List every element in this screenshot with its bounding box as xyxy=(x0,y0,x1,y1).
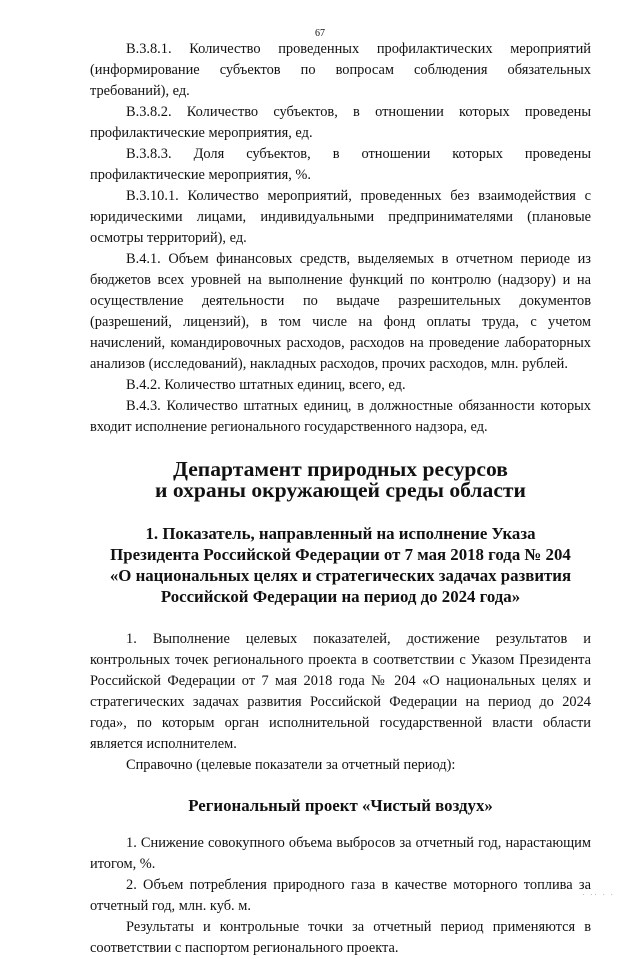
indicator-heading-line: «О национальных целях и стратегических задачах развития xyxy=(109,566,572,585)
spacer xyxy=(90,607,591,629)
paragraph-targets: 1. Выполнение целевых показателей, достижение результатов и контрольных точек регионального проекта в соответствии с Указом Президента Российской Федерации от 7 мая 2018 года № 204 «О национальных целях и стратегических задачах развития Российской Федерации на период до 2024 года», по которым орган исполнительной государственной власти области является исполнителем. xyxy=(90,631,591,752)
paragraph-reference: Справочно (целевые показатели за отчетный период): xyxy=(126,757,456,773)
project-heading: Региональный проект «Чистый воздух» xyxy=(188,796,493,815)
page-number: 67 xyxy=(315,28,325,39)
spacer xyxy=(90,501,591,523)
scan-artifact: · ·· · · xyxy=(582,891,615,899)
department-heading xyxy=(90,459,591,501)
paragraph-emissions: 1. Снижение совокупного объема выбросов за отчетный год, нарастающим итогом, %. xyxy=(90,835,591,872)
paragraph-v-3-8-2: В.3.8.2. Количество субъектов, в отношении которых проведены профилактические мероприятия, ед. xyxy=(90,104,591,141)
paragraph-v-3-8-3: В.3.8.3. Доля субъектов, в отношении которых проведены профилактические мероприятия, %. xyxy=(90,146,591,183)
indicator-heading-line: Российской Федерации на период до 2024 года» xyxy=(160,587,521,606)
spacer xyxy=(90,776,591,795)
paragraph-results: Результаты и контрольные точки за отчетный период применяются в соответствии с паспортом регионального проекта. xyxy=(90,919,591,956)
indicator-heading xyxy=(90,523,591,607)
paragraph-v-4-1: В.4.1. Объем финансовых средств, выделяемых в отчетном периоде из бюджетов всех уровней на выполнение функций по контролю (надзору) и на осуществление деятельности по выдаче разрешительных документов (разрешений, лицензий), в том числе на фонд оплаты труда, с учетом начислений, командировочных расходов, расходов на проведение лабораторных анализов (исследований), накладных расходов, прочих расходов, млн. рублей. xyxy=(90,251,591,372)
indicator-heading-line: Президента Российской Федерации от 7 мая 2018 года № 204 xyxy=(110,545,571,564)
document-body xyxy=(90,39,591,959)
department-heading-line: Департамент природных ресурсов xyxy=(173,457,508,481)
spacer xyxy=(90,438,591,459)
paragraph-v-3-10-1: В.3.10.1. Количество мероприятий, проведенных без взаимодействия с юридическими лицами, индивидуальными предпринимателями (плановые осмотры территорий), ед. xyxy=(90,188,591,246)
paragraph-v-3-8-1: В.3.8.1. Количество проведенных профилактических мероприятий (информирование субъектов по вопросам соблюдения обязательных требований), ед. xyxy=(90,41,591,99)
paragraph-v-4-2: В.4.2. Количество штатных единиц, всего, ед. xyxy=(126,377,406,393)
spacer xyxy=(90,816,591,833)
paragraph-natural-gas: 2. Объем потребления природного газа в качестве моторного топлива за отчетный год, млн. куб. м. xyxy=(90,877,591,914)
paragraph-v-4-3: В.4.3. Количество штатных единиц, в должностные обязанности которых входит исполнение регионального государственного надзора, ед. xyxy=(90,398,591,435)
indicator-heading-line: 1. Показатель, направленный на исполнение Указа xyxy=(145,524,536,543)
department-heading-line: и охраны окружающей среды области xyxy=(155,478,526,502)
